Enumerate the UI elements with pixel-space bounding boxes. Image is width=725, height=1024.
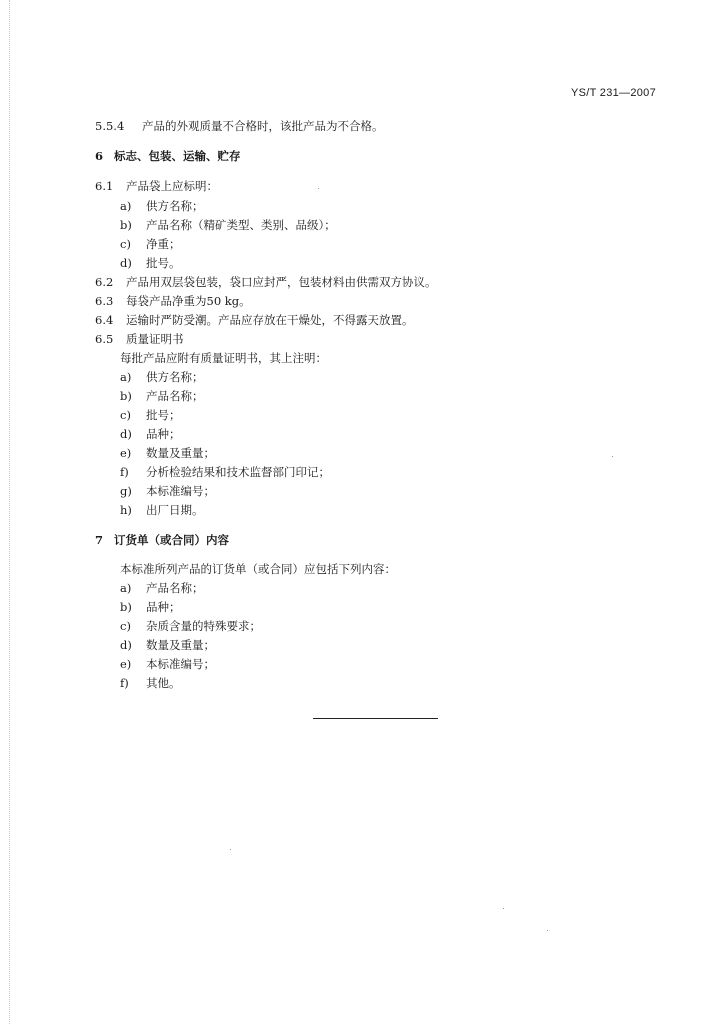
list-item: [120, 199, 204, 213]
clause-text: 产品的外观质量不合格时，该批产品为不合格。: [142, 119, 384, 133]
list-marker: f): [120, 676, 129, 690]
list-text: 产品名称；: [146, 581, 204, 595]
list-text: 数量及重量；: [146, 638, 215, 652]
list-marker: b): [120, 389, 132, 403]
list-marker: g): [120, 484, 132, 498]
list-item: [120, 657, 215, 671]
clause-text: 质量证明书: [126, 332, 184, 346]
list-marker: b): [120, 600, 132, 614]
list-item: [120, 427, 181, 441]
clause-text: 产品用双层袋包装，袋口应封严，包装材料由供需双方协议。: [126, 275, 437, 289]
clause-number: 6.1: [95, 179, 114, 193]
list-text: 分析检验结果和技术监督部门印记；: [146, 465, 330, 479]
list-text: 供方名称；: [146, 199, 204, 213]
list-text: 出厂日期。: [146, 503, 204, 517]
list-marker: c): [120, 237, 131, 251]
list-marker: a): [120, 199, 132, 213]
section-title: 订货单（或合同）内容: [114, 533, 229, 547]
paragraph: [120, 562, 396, 576]
list-item: [120, 256, 181, 270]
list-item: [120, 503, 204, 517]
scan-speck: [230, 849, 231, 850]
paragraph-text: 本标准所列产品的订货单（或合同）应包括下列内容：: [120, 562, 396, 576]
paragraph: [120, 351, 327, 365]
list-marker: d): [120, 638, 132, 652]
list-text: 杂质含量的特殊要求；: [146, 619, 261, 633]
standard-number: YS/T 231—2007: [570, 87, 656, 99]
list-item: [120, 389, 204, 403]
clause-6-2: [95, 275, 437, 289]
list-marker: f): [120, 465, 129, 479]
scan-edge: [9, 0, 10, 1024]
clause-text: 运输时严防受潮。产品应存放在干燥处，不得露天放置。: [126, 313, 414, 327]
clause-number: 6.3: [95, 294, 114, 308]
list-item: [120, 638, 215, 652]
list-marker: c): [120, 408, 131, 422]
section-title: 标志、包装、运输、贮存: [114, 149, 241, 163]
list-item: [120, 676, 181, 690]
section-7-heading: [95, 533, 229, 547]
list-item: [120, 619, 261, 633]
list-item: [120, 446, 215, 460]
list-text: 品种；: [146, 600, 181, 614]
list-item: [120, 600, 181, 614]
list-marker: a): [120, 370, 132, 384]
clause-number: 6.4: [95, 313, 114, 327]
paragraph-text: 每批产品应附有质量证明书，其上注明：: [120, 351, 327, 365]
list-item: [120, 218, 336, 232]
list-text: 批号。: [146, 256, 181, 270]
scan-speck: [547, 930, 548, 931]
list-text: 本标准编号；: [146, 484, 215, 498]
end-rule: [313, 718, 438, 719]
list-text: 本标准编号；: [146, 657, 215, 671]
clause-5-5-4: [95, 119, 384, 133]
list-text: 品种；: [146, 427, 181, 441]
scan-speck: [318, 188, 319, 189]
clause-number: 6.2: [95, 275, 114, 289]
section-number: 7: [95, 533, 104, 547]
list-item: [120, 581, 204, 595]
scan-speck: [612, 456, 613, 457]
list-marker: e): [120, 446, 132, 460]
list-marker: d): [120, 256, 132, 270]
list-text: 数量及重量；: [146, 446, 215, 460]
clause-6-1: [95, 179, 218, 193]
section-6-heading: [95, 149, 241, 163]
list-text: 供方名称；: [146, 370, 204, 384]
list-marker: e): [120, 657, 132, 671]
clause-number: 5.5.4: [95, 119, 125, 133]
list-item: [120, 484, 215, 498]
list-marker: c): [120, 619, 131, 633]
scan-speck: [503, 908, 504, 909]
list-text: 其他。: [146, 676, 181, 690]
clause-6-4: [95, 313, 414, 327]
list-text: 产品名称（精矿类型、类别、品级）；: [146, 218, 336, 232]
section-number: 6: [95, 149, 104, 163]
list-item: [120, 370, 204, 384]
list-marker: h): [120, 503, 132, 517]
list-marker: b): [120, 218, 132, 232]
clause-text: 产品袋上应标明：: [126, 179, 218, 193]
clause-6-5: [95, 332, 184, 346]
list-marker: a): [120, 581, 132, 595]
list-item: [120, 237, 181, 251]
clause-6-3: [95, 294, 251, 308]
list-text: 净重；: [146, 237, 181, 251]
list-item: [120, 408, 181, 422]
clause-text: 每袋产品净重为50 kg。: [126, 294, 251, 308]
list-text: 产品名称；: [146, 389, 204, 403]
list-item: [120, 465, 330, 479]
list-marker: d): [120, 427, 132, 441]
list-text: 批号；: [146, 408, 181, 422]
clause-number: 6.5: [95, 332, 114, 346]
